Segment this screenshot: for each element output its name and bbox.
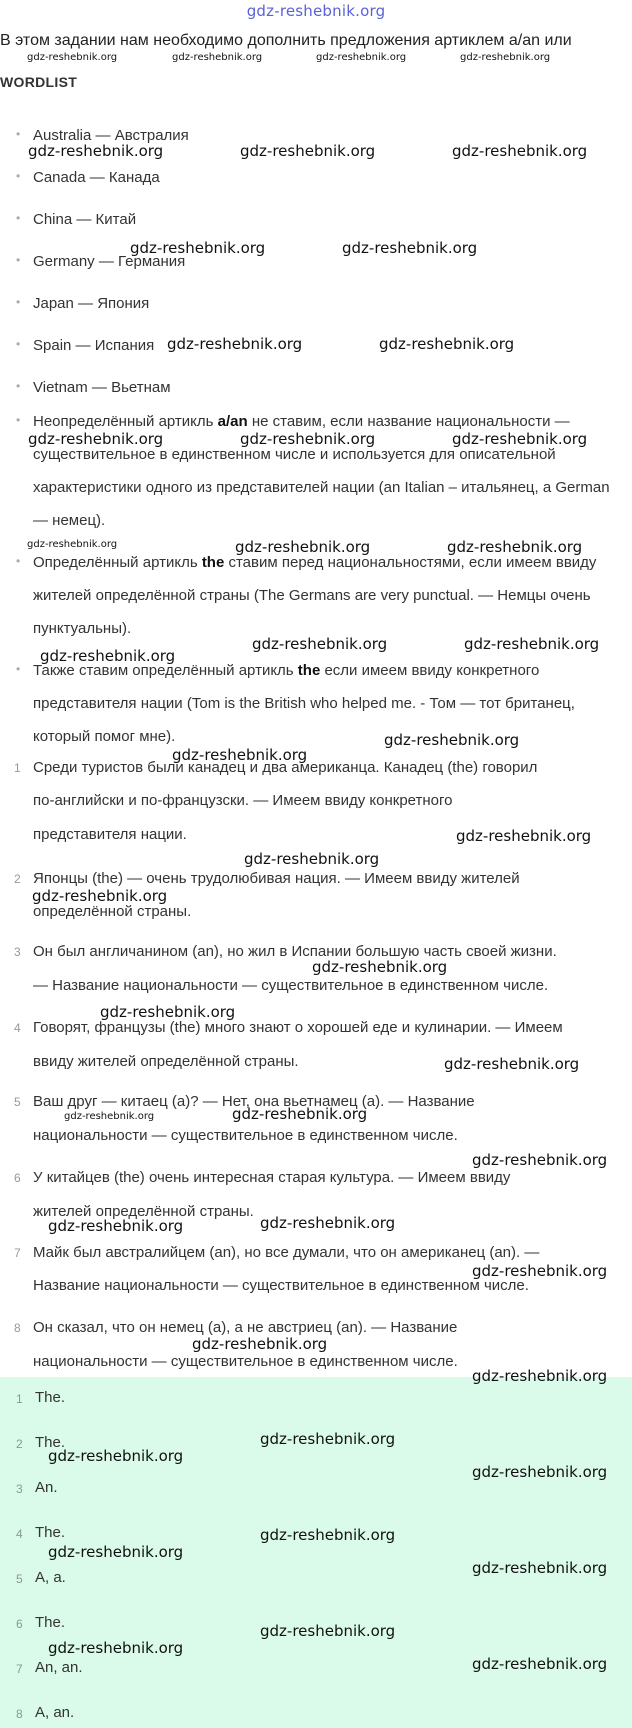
explanation-line: Японцы (the) — очень трудолюбивая нация. — Имеем ввиду жителей <box>33 870 520 887</box>
site-header[interactable]: gdz-reshebnik.org <box>246 2 386 20</box>
answer-text: The. <box>35 1434 66 1451</box>
answer-text: The. <box>35 1389 66 1406</box>
explanation-line: жителей определённой страны. <box>33 1203 254 1220</box>
watermark: gdz-reshebnik.org <box>40 647 176 665</box>
watermark: gdz-reshebnik.org <box>28 142 164 160</box>
explanation-line: Майк был австралийцем (an), но все думали, что он американец (an). — <box>33 1244 540 1261</box>
item-number: 1 <box>14 761 21 775</box>
wordlist-item: • Spain — Испания <box>33 337 154 354</box>
item-number: 8 <box>14 1321 21 1335</box>
rule-text: Определённый артикль <box>33 554 202 571</box>
watermark: gdz-reshebnik.org <box>28 430 164 448</box>
rule-bullet <box>33 405 628 537</box>
watermark: gdz-reshebnik.org <box>472 1151 608 1169</box>
watermark: gdz-reshebnik.org <box>312 958 448 976</box>
explanation-line: Он сказал, что он немец (a), а не австриец (an). — Название <box>33 1319 458 1336</box>
item-number: 6 <box>14 1171 21 1185</box>
watermark: gdz-reshebnik.org <box>260 1430 396 1448</box>
watermark: gdz-reshebnik.org <box>48 1639 184 1657</box>
item-number: 2 <box>14 872 21 886</box>
watermark: gdz-reshebnik.org <box>464 635 600 653</box>
watermark: gdz-reshebnik.org <box>32 887 168 905</box>
wordlist-heading: WORDLIST <box>0 74 78 90</box>
item-number: 7 <box>14 1246 21 1260</box>
watermark: gdz-reshebnik.org <box>472 1655 608 1673</box>
answer-number: 5 <box>16 1572 23 1586</box>
watermark: gdz-reshebnik.org <box>472 1559 608 1577</box>
answer-number: 3 <box>16 1482 23 1496</box>
watermark: gdz-reshebnik.org <box>472 1463 608 1481</box>
watermark: gdz-reshebnik.org <box>384 731 520 749</box>
answer-text: An. <box>35 1479 58 1496</box>
explanation-line: представителя нации. <box>33 826 187 843</box>
explanation-line: определённой страны. <box>33 903 192 920</box>
item-number: 3 <box>14 945 21 959</box>
watermark: gdz-reshebnik.org <box>64 1111 155 1122</box>
answer-number: 7 <box>16 1662 23 1676</box>
rule-text: если имеем ввиду конкретного представителя нации (Tom is the British who helped me. - Том — тот британец, который помог мне). <box>33 662 575 745</box>
answer-number: 2 <box>16 1437 23 1451</box>
watermark: gdz-reshebnik.org <box>240 430 376 448</box>
explanation-line: Ваш друг — китаец (a)? — Нет, она вьетнамец (a). — Название <box>33 1093 475 1110</box>
watermark: gdz-reshebnik.org <box>100 1003 236 1021</box>
watermark: gdz-reshebnik.org <box>27 52 118 63</box>
watermark: gdz-reshebnik.org <box>379 335 515 353</box>
answer-number: 8 <box>16 1707 23 1721</box>
watermark: gdz-reshebnik.org <box>27 539 118 550</box>
watermark: gdz-reshebnik.org <box>167 335 303 353</box>
watermark: gdz-reshebnik.org <box>342 239 478 257</box>
rule-bullet <box>33 654 628 753</box>
watermark: gdz-reshebnik.org <box>192 1335 328 1353</box>
answer-number: 1 <box>16 1392 23 1406</box>
watermark: gdz-reshebnik.org <box>235 538 371 556</box>
watermark: gdz-reshebnik.org <box>172 746 308 764</box>
answer-text: A, a. <box>35 1569 66 1586</box>
intro-text: В этом задании нам необходимо дополнить предложения артиклем a/an или <box>0 32 572 49</box>
answer-text: The. <box>35 1614 66 1631</box>
rule-bullet <box>33 546 628 645</box>
wordlist-item: • Germany — Германия <box>33 253 185 270</box>
rule-bold-term: the <box>297 662 321 679</box>
watermark: gdz-reshebnik.org <box>244 850 380 868</box>
watermark: gdz-reshebnik.org <box>48 1217 184 1235</box>
watermark: gdz-reshebnik.org <box>252 635 388 653</box>
watermark: gdz-reshebnik.org <box>452 142 588 160</box>
watermark: gdz-reshebnik.org <box>472 1262 608 1280</box>
watermark: gdz-reshebnik.org <box>472 1367 608 1385</box>
explanation-line: У китайцев (the) очень интересная старая культура. — Имеем ввиду <box>33 1169 511 1186</box>
answer-text: An, an. <box>35 1659 83 1676</box>
wordlist-item: • China — Китай <box>33 211 136 228</box>
explanation-line: — Название национальности — существительное в единственном числе. <box>33 977 549 994</box>
watermark: gdz-reshebnik.org <box>260 1622 396 1640</box>
explanation-line: национальности — существительное в единственном числе. <box>33 1353 458 1370</box>
explanation-line: национальности — существительное в единственном числе. <box>33 1127 458 1144</box>
answer-text: The. <box>35 1524 66 1541</box>
answer-number: 6 <box>16 1617 23 1631</box>
watermark: gdz-reshebnik.org <box>130 239 266 257</box>
explanation-line: Говорят, французы (the) много знают о хорошей еде и кулинарии. — Имеем <box>33 1019 563 1036</box>
watermark: gdz-reshebnik.org <box>260 1526 396 1544</box>
watermark: gdz-reshebnik.org <box>240 142 376 160</box>
watermark: gdz-reshebnik.org <box>460 52 551 63</box>
watermark: gdz-reshebnik.org <box>444 1055 580 1073</box>
watermark: gdz-reshebnik.org <box>172 52 263 63</box>
watermark: gdz-reshebnik.org <box>48 1543 184 1561</box>
watermark: gdz-reshebnik.org <box>260 1214 396 1232</box>
rule-text: ставим перед национальностями, если имеем ввиду жителей определённой страны (The Germans are very punctual. — Немцы очень пунктуальны). <box>33 554 597 637</box>
item-number: 5 <box>14 1095 21 1109</box>
answer-number: 4 <box>16 1527 23 1541</box>
explanation-line: ввиду жителей определённой страны. <box>33 1053 299 1070</box>
item-number: 4 <box>14 1021 21 1035</box>
watermark: gdz-reshebnik.org <box>232 1105 368 1123</box>
watermark: gdz-reshebnik.org <box>447 538 583 556</box>
rule-text: Также ставим определённый артикль <box>33 662 298 679</box>
explanation-line: Он был англичанином (an), но жил в Испании большую часть своей жизни. <box>33 943 557 960</box>
watermark: gdz-reshebnik.org <box>456 827 592 845</box>
wordlist-item: • Canada — Канада <box>33 169 160 186</box>
explanation-line: Среди туристов были канадец и два американца. Канадец (the) говорил <box>33 759 538 776</box>
rule-text: не ставим, если название национальности — существительное в единственном числе и используется для описательной характеристики одного из представителей нации (an Italian – итальянец, a German — немец). <box>33 413 610 529</box>
rule-text: Неопределённый артикль <box>33 413 218 430</box>
explanation-line: Название национальности — существительное в единственном числе. <box>33 1277 529 1294</box>
answer-text: A, an. <box>35 1704 75 1721</box>
bullet-dot: • <box>16 554 21 568</box>
wordlist-item: • Japan — Япония <box>33 295 149 312</box>
watermark: gdz-reshebnik.org <box>452 430 588 448</box>
watermark: gdz-reshebnik.org <box>48 1447 184 1465</box>
watermark: gdz-reshebnik.org <box>316 52 407 63</box>
explanation-line: по-английски и по-французски. — Имеем ввиду конкретного <box>33 792 453 809</box>
rule-bold-term: the <box>201 554 225 571</box>
bullet-dot: • <box>16 413 21 427</box>
rule-bold-term: a/an <box>217 413 248 430</box>
bullet-dot: • <box>16 662 21 676</box>
wordlist-item: • Australia — Австралия <box>33 127 189 144</box>
wordlist-item: • Vietnam — Вьетнам <box>33 379 171 396</box>
